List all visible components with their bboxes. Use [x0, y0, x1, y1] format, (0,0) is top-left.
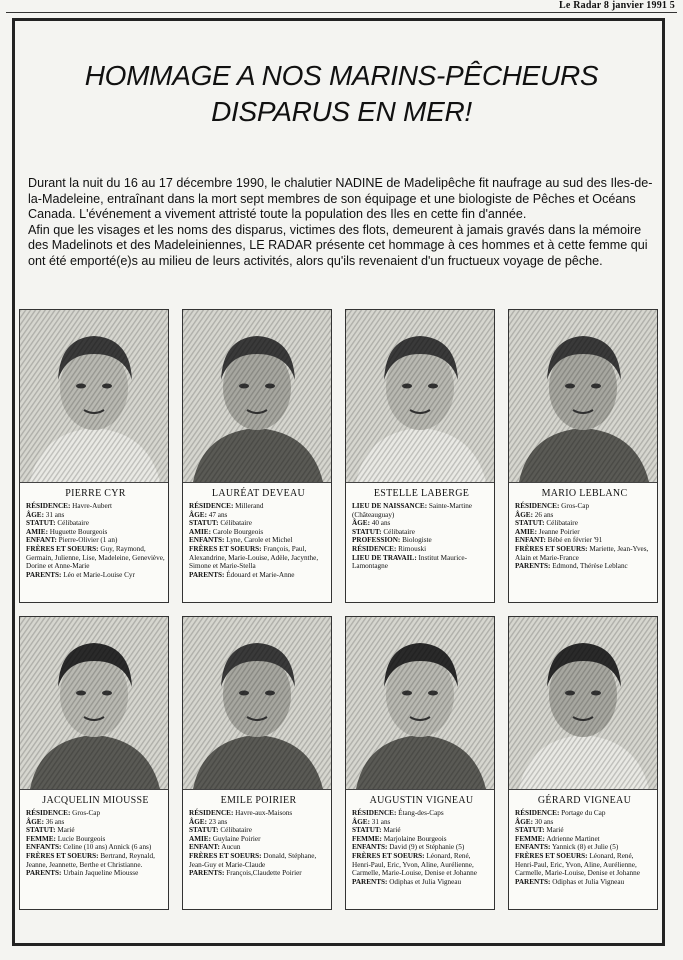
info-line	[189, 528, 328, 537]
intro-text	[28, 176, 661, 270]
memorial-card	[182, 309, 332, 603]
info-value: Léonard, René, Henri-Paul, Eric, Yvon, Aline, Aurélienne, Carmelle, Marie-Louise, Denise et Johanne	[515, 851, 640, 878]
info-value: Edmond, Thérèse Leblanc	[550, 562, 628, 571]
info-value: David (9) et Stéphanie (5)	[387, 843, 465, 852]
info-label: STATUT:	[515, 519, 545, 528]
info-line	[352, 502, 491, 519]
info-line	[352, 545, 491, 554]
info-line	[189, 843, 328, 852]
info-value: Portage du Cap	[559, 809, 606, 817]
memorial-info	[352, 488, 491, 571]
info-value: Rimouski	[396, 544, 427, 553]
info-label: AMIE:	[515, 527, 537, 536]
info-label: RÉSIDENCE:	[189, 809, 234, 817]
person-name: PIERRE CYR	[65, 488, 126, 499]
info-label: FRÈRES ET SOEURS:	[189, 851, 262, 860]
info-line	[26, 826, 165, 835]
info-line	[352, 818, 491, 827]
info-line	[189, 502, 328, 511]
info-line	[515, 511, 654, 520]
info-value: Lyne, Carole et Michel	[224, 536, 293, 545]
person-name: MARIO LEBLANC	[541, 488, 628, 499]
memorial-info	[515, 795, 654, 886]
info-line	[189, 545, 328, 571]
info-label: ÂGE:	[515, 817, 533, 826]
info-line	[515, 878, 654, 887]
info-label: STATUT:	[26, 519, 56, 528]
info-line	[352, 554, 491, 571]
info-line	[352, 536, 491, 545]
info-line	[189, 519, 328, 528]
info-line	[26, 835, 165, 844]
info-value: Marjolaine Bourgeois	[381, 834, 447, 843]
info-value: Célibataire	[55, 519, 89, 528]
info-line	[352, 826, 491, 835]
memorial-card	[345, 616, 495, 910]
info-label: FEMME:	[26, 834, 56, 843]
info-value: Léo et Marie-Louise Cyr	[61, 570, 135, 579]
title-line-1: HOMMAGE A NOS MARINS-PÊCHEURS	[84, 60, 599, 91]
info-label: ENFANT:	[189, 843, 220, 852]
info-line	[515, 519, 654, 528]
info-label: RÉSIDENCE:	[352, 809, 397, 817]
info-line	[352, 852, 491, 878]
info-label: FEMME:	[352, 834, 382, 843]
info-label: STATUT:	[189, 826, 219, 835]
info-label: FRÈRES ET SOEURS:	[515, 544, 588, 553]
info-line	[515, 809, 654, 818]
info-label: ÂGE:	[352, 817, 370, 826]
info-value: 47 ans	[206, 510, 228, 519]
person-name: LAURÉAT DEVEAU	[211, 488, 306, 499]
info-line	[189, 835, 328, 844]
info-value: Léonard, René, Henri-Paul, Eric, Yvon, Aline, Aurélienne, Carmelle, Marie-Louise, Denise et Johanne	[352, 851, 477, 878]
info-label: AMIE:	[189, 834, 211, 843]
info-line	[515, 502, 654, 511]
info-value: 40 ans	[369, 519, 391, 528]
info-label: ÂGE:	[352, 519, 370, 528]
info-label: LIEU DE NAISSANCE:	[352, 502, 428, 510]
info-line	[26, 536, 165, 545]
info-line	[26, 519, 165, 528]
memorial-card	[508, 309, 658, 603]
info-value: Marié	[55, 826, 75, 835]
portrait-photo	[346, 617, 494, 790]
info-line	[189, 571, 328, 580]
info-label: RÉSIDENCE:	[26, 809, 71, 817]
info-value: Guylaine Poirier	[210, 834, 261, 843]
info-label: ENFANTS:	[26, 843, 62, 852]
info-value: Célibataire	[218, 519, 252, 528]
info-label: ÂGE:	[515, 510, 533, 519]
info-line	[515, 562, 654, 571]
info-label: PARENTS:	[26, 570, 62, 579]
info-value: 31 ans	[369, 817, 391, 826]
info-label: ENFANTS:	[189, 536, 225, 545]
memorial-info	[189, 488, 328, 579]
person-name: ESTELLE LABERGE	[373, 488, 470, 499]
info-line	[515, 528, 654, 537]
person-name: AUGUSTIN VIGNEAU	[369, 795, 474, 806]
info-label: STATUT:	[515, 826, 545, 835]
info-label: STATUT:	[352, 527, 382, 536]
info-value: Marié	[544, 826, 564, 835]
info-line	[26, 852, 165, 869]
info-label: STATUT:	[189, 519, 219, 528]
info-line	[352, 519, 491, 528]
info-value: Carole Bourgeois	[210, 527, 264, 536]
info-label: AMIE:	[26, 527, 48, 536]
info-line	[189, 852, 328, 869]
info-line	[515, 826, 654, 835]
info-line	[26, 843, 165, 852]
page-header: Le Radar 8 janvier 1991 5	[558, 0, 675, 11]
intro-paragraph-2: Afin que les visages et les noms des disparus, victimes des flots, demeurent à jamais gravés dans la mémoire des Madelinots et des Madeleiniennes, LE RADAR présente cet hommage à ces hommes et à cette femme qui ont été emporté(e)s au milieu de leurs activités, alors qu'ils revenaient d'un fructueux voyage de pêche.	[28, 222, 648, 268]
info-label: STATUT:	[352, 826, 382, 835]
info-label: PROFESSION:	[352, 536, 401, 545]
info-label: ENFANT:	[26, 536, 57, 545]
info-value: Marié	[381, 826, 401, 835]
info-value: 23 ans	[206, 817, 228, 826]
memorial-card	[19, 616, 169, 910]
info-value: Yannick (8) et Julie (5)	[550, 843, 619, 852]
info-line	[189, 536, 328, 545]
memorial-card	[19, 309, 169, 603]
info-label: FRÈRES ET SOEURS:	[26, 851, 99, 860]
info-value: 36 ans	[43, 817, 65, 826]
info-line	[515, 852, 654, 878]
info-label: PARENTS:	[189, 570, 225, 579]
info-label: FRÈRES ET SOEURS:	[352, 851, 425, 860]
info-value: Odiphas et Julia Vigneau	[387, 877, 462, 886]
info-label: RÉSIDENCE:	[26, 502, 71, 510]
info-line	[515, 536, 654, 545]
info-line	[189, 826, 328, 835]
info-line	[26, 502, 165, 511]
info-value: Jeanne Poirier	[536, 527, 580, 536]
portrait-photo	[509, 617, 657, 790]
info-line	[352, 843, 491, 852]
info-line	[352, 809, 491, 818]
info-value: Pierre-Olivier (1 an)	[56, 536, 118, 545]
info-line	[189, 809, 328, 818]
info-label: ÂGE:	[189, 817, 207, 826]
info-label: RÉSIDENCE:	[189, 502, 234, 510]
info-label: FRÈRES ET SOEURS:	[189, 544, 262, 553]
info-value: Celine (10 ans) Annick (6 ans)	[61, 843, 152, 852]
info-value: Guy, Raymond, Germain, Julienne, Lise, Madeleine, Geneviève, Dorine et Anne-Marie	[26, 544, 165, 571]
info-value: Étang-des-Caps	[396, 809, 444, 817]
info-label: PARENTS:	[26, 869, 62, 878]
memorial-card	[182, 616, 332, 910]
portrait-photo	[20, 310, 168, 483]
memorial-info	[352, 795, 491, 886]
info-value: Célibataire	[544, 519, 578, 528]
info-label: PARENTS:	[352, 877, 388, 886]
memorial-card	[345, 309, 495, 603]
portrait-photo	[183, 617, 331, 790]
info-label: FEMME:	[515, 834, 545, 843]
info-label: ÂGE:	[26, 510, 44, 519]
info-value: Édouard et Marie-Anne	[224, 570, 295, 579]
info-label: FRÈRES ET SOEURS:	[26, 544, 99, 553]
info-value: Adrienne Martinet	[544, 834, 600, 843]
info-label: RÉSIDENCE:	[352, 544, 397, 553]
info-label: ENFANTS:	[515, 843, 551, 852]
header-rule	[6, 12, 677, 13]
info-value: Urbain Jaqueline Miousse	[61, 869, 139, 878]
info-value: 30 ans	[532, 817, 554, 826]
portrait-photo	[183, 310, 331, 483]
info-line	[26, 869, 165, 878]
info-line	[189, 869, 328, 878]
info-value: Biologiste	[400, 536, 432, 545]
info-line	[26, 545, 165, 571]
info-line	[352, 528, 491, 537]
info-label: PARENTS:	[515, 562, 551, 571]
portrait-photo	[509, 310, 657, 483]
info-value: Gros-Cap	[70, 809, 101, 817]
info-value: Célibataire	[381, 527, 415, 536]
info-label: ÂGE:	[189, 510, 207, 519]
info-value: Institut Maurice-Lamontagne	[352, 553, 468, 571]
info-line	[515, 835, 654, 844]
info-line	[515, 545, 654, 562]
info-value: Bertrand, Reynald, Jeanne, Jeannette, Berthe et Christianne.	[26, 851, 155, 869]
info-label: ÂGE:	[26, 817, 44, 826]
info-value: Mariette, Jean-Yves, Alain et Marie-France	[515, 544, 649, 562]
info-value: Célibataire	[218, 826, 252, 835]
info-label: ENFANT:	[515, 536, 546, 545]
info-value: Lucie Bourgeois	[55, 834, 106, 843]
memorial-info	[26, 795, 165, 878]
info-value: François, Paul, Alexandrine, Marie-Louise, Adèle, Jacynthe, Simone et Marie-Stella	[189, 544, 319, 571]
info-label: AMIE:	[189, 527, 211, 536]
memorial-info	[515, 488, 654, 571]
info-value: Gros-Cap	[559, 502, 590, 510]
info-line	[26, 528, 165, 537]
info-line	[26, 511, 165, 520]
info-line	[26, 571, 165, 580]
info-line	[515, 843, 654, 852]
person-name: GÉRARD VIGNEAU	[537, 795, 632, 806]
info-label: RÉSIDENCE:	[515, 502, 560, 510]
info-line	[352, 878, 491, 887]
info-value: Huguette Bourgeois	[47, 527, 108, 536]
info-value: Donald, Stéphane, Jean-Guy et Marie-Claude	[189, 851, 317, 869]
person-name: EMILE POIRIER	[220, 795, 297, 806]
info-label: STATUT:	[26, 826, 56, 835]
info-value: Odiphas et Julia Vigneau	[550, 877, 625, 886]
info-value: Millerand	[233, 502, 264, 510]
memorial-info	[189, 795, 328, 878]
portrait-photo	[20, 617, 168, 790]
info-label: PARENTS:	[515, 877, 551, 886]
info-value: François,Claudette Poirier	[224, 869, 302, 878]
info-value: Bébé en février '91	[545, 536, 603, 545]
info-line	[352, 835, 491, 844]
info-value: 26 ans	[532, 510, 554, 519]
title-line-2: DISPARUS EN MER!	[211, 96, 472, 127]
info-value: Sainte-Martine (Châteauguay)	[352, 502, 473, 519]
info-label: RÉSIDENCE:	[515, 809, 560, 817]
article-title	[0, 58, 683, 130]
memorial-card	[508, 616, 658, 910]
person-name: JACQUELIN MIOUSSE	[42, 795, 149, 806]
info-label: ENFANTS:	[352, 843, 388, 852]
info-line	[515, 818, 654, 827]
info-line	[189, 818, 328, 827]
info-line	[26, 818, 165, 827]
info-line	[26, 809, 165, 818]
info-label: FRÈRES ET SOEURS:	[515, 851, 588, 860]
info-value: Havre-aux-Maisons	[233, 809, 293, 817]
info-value: 31 ans	[43, 510, 65, 519]
info-value: Havre-Aubert	[70, 502, 113, 510]
info-value: Aucun	[219, 843, 241, 852]
intro-paragraph-1: Durant la nuit du 16 au 17 décembre 1990, le chalutier NADINE de Madelipêche fit naufrage au sud des Iles-de-la-Madeleine, entraînant dans la mort sept membres de son équipage et une biologiste de Pêches et Océans Canada. L'événement a vivement attristé toute la population des Iles en cette fin d'année.	[28, 176, 653, 222]
portrait-photo	[346, 310, 494, 483]
memorial-info	[26, 488, 165, 579]
info-label: PARENTS:	[189, 869, 225, 878]
info-label: LIEU DE TRAVAIL:	[352, 553, 417, 562]
info-line	[189, 511, 328, 520]
